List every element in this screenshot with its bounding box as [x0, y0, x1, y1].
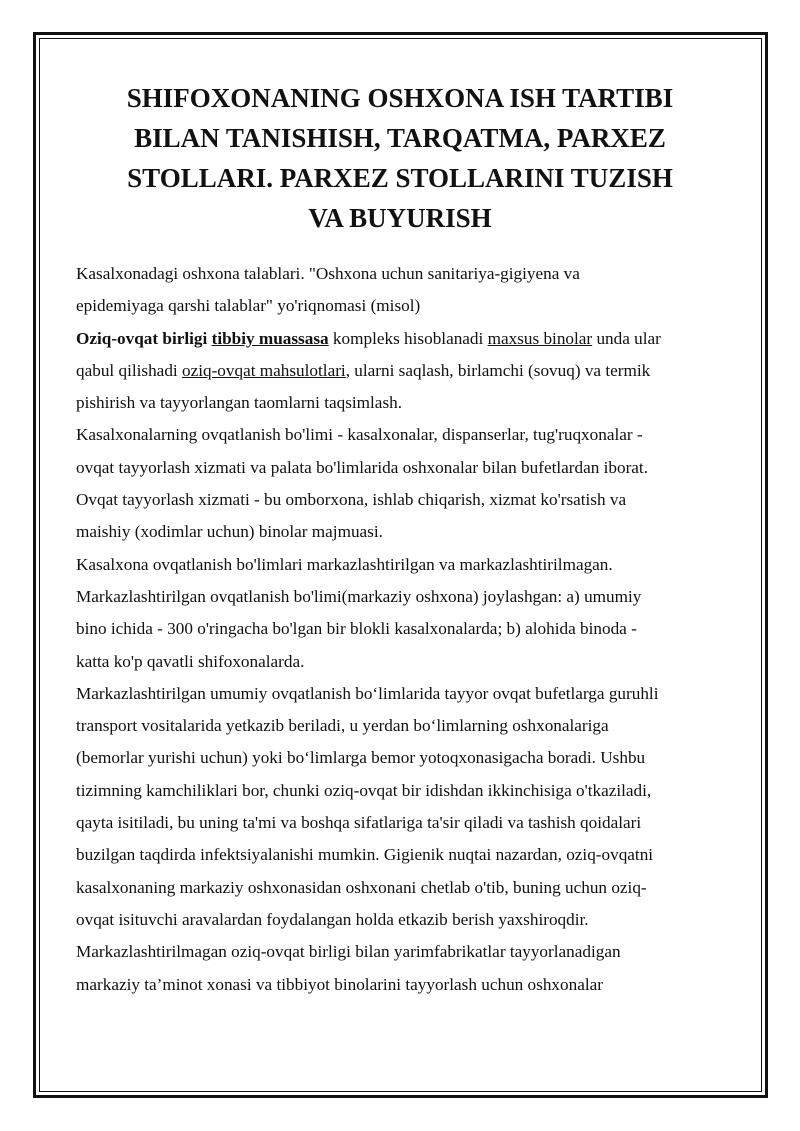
body-line: Kasalxonadagi oshxona talablari. "Oshxona uchun sanitariya-gigiyena va: [76, 264, 580, 283]
link-tibbiy-muassasa[interactable]: tibbiy muassasa: [211, 328, 329, 348]
text-run: unda ular: [592, 328, 661, 348]
body-line: bino ichida - 300 o'ringacha bo'lgan bir blokli kasalxonalarda; b) alohida binoda -: [76, 619, 637, 639]
body-line: pishirish va tayyorlangan taomlarni taqsimlash.: [76, 393, 403, 413]
document-body: [76, 258, 736, 1001]
body-line: qayta isitiladi, bu uning ta'mi va boshqa sifatlariga ta'sir qiladi va tashish qoidalari: [76, 813, 642, 833]
body-line: Markazlashtirilmagan oziq-ovqat birligi bilan yarimfabrikatlar tayyorlanadigan: [76, 942, 621, 962]
body-line-mixed: [76, 323, 736, 355]
body-line: buzilgan taqdirda infektsiyalanishi mumkin. Gigienik nuqtai nazardan, oziq-ovqatni: [76, 845, 654, 865]
link-oziq-ovqat-mahsulotlari[interactable]: oziq-ovqat mahsulotlari: [181, 360, 346, 380]
body-line: markaziy ta’minot xonasi va tibbiyot binolarini tayyorlash uchun oshxonalar: [76, 974, 603, 994]
title-line: VA BUYURISH: [308, 203, 492, 233]
body-line: Markazlashtirilgan umumiy ovqatlanish bo‘limlarida tayyor ovqat bufetlarga guruhli: [76, 683, 659, 703]
text-run: qabul qilishadi: [76, 360, 182, 380]
body-line: (bemorlar yurishi uchun) yoki bo‘limlarga bemor yotoqxonasigacha boradi. Ushbu: [76, 748, 646, 768]
body-line: transport vositalarida yetkazib beriladi, u yerdan bo‘limlarning oshxonalariga: [76, 716, 609, 736]
title-line: SHIFOXONANING OSHXONA ISH TARTIBI: [126, 83, 674, 113]
body-line: Kasalxonalarning ovqatlanish bo'limi - kasalxonalar, dispanserlar, tug'ruqxonalar -: [76, 425, 643, 445]
body-line: katta ko'p qavatli shifoxonalarda.: [76, 651, 305, 671]
body-line: ovqat tayyorlash xizmati va palata bo'limlarida oshxonalar bilan bufetlardan iborat.: [76, 457, 649, 477]
body-line: tizimning kamchiliklari bor, chunki oziq-ovqat bir idishdan ikkinchisiga o'tkaziladi,: [76, 780, 652, 800]
body-line: kasalxonaning markaziy oshxonasidan oshxonani chetlab o'tib, buning uchun oziq-: [76, 877, 647, 897]
body-line: ovqat isituvchi aravalardan foydalangan holda etkazib berish yaxshiroqdir.: [76, 909, 589, 929]
bold-term: Oziq-ovqat birligi: [76, 328, 208, 348]
body-line: Ovqat tayyorlash xizmati - bu omborxona, ishlab chiqarish, xizmat ko'rsatish va: [76, 490, 627, 510]
text-run: kompleks hisoblanadi: [328, 328, 488, 348]
text-run: , ularni saqlash, birlamchi (sovuq) va termik: [345, 360, 651, 380]
body-line: maishiy (xodimlar uchun) binolar majmuasi.: [76, 522, 383, 542]
title-line: STOLLARI. PARXEZ STOLLARINI TUZISH: [127, 163, 673, 193]
body-line: Markazlashtirilgan ovqatlanish bo'limi(markaziy oshxona) joylashgan: a) umumiy: [76, 586, 642, 606]
document-title: [80, 78, 720, 238]
body-line: Kasalxona ovqatlanish bo'limlari markazlashtirilgan va markazlashtirilmagan.: [76, 554, 613, 574]
link-maxsus-binolar[interactable]: maxsus binolar: [487, 328, 593, 348]
body-line-mixed: [76, 355, 736, 387]
body-line: epidemiyaga qarshi talablar" yo'riqnomasi (misol): [76, 296, 421, 316]
title-line: BILAN TANISHISH, TARQATMA, PARXEZ: [134, 123, 666, 153]
